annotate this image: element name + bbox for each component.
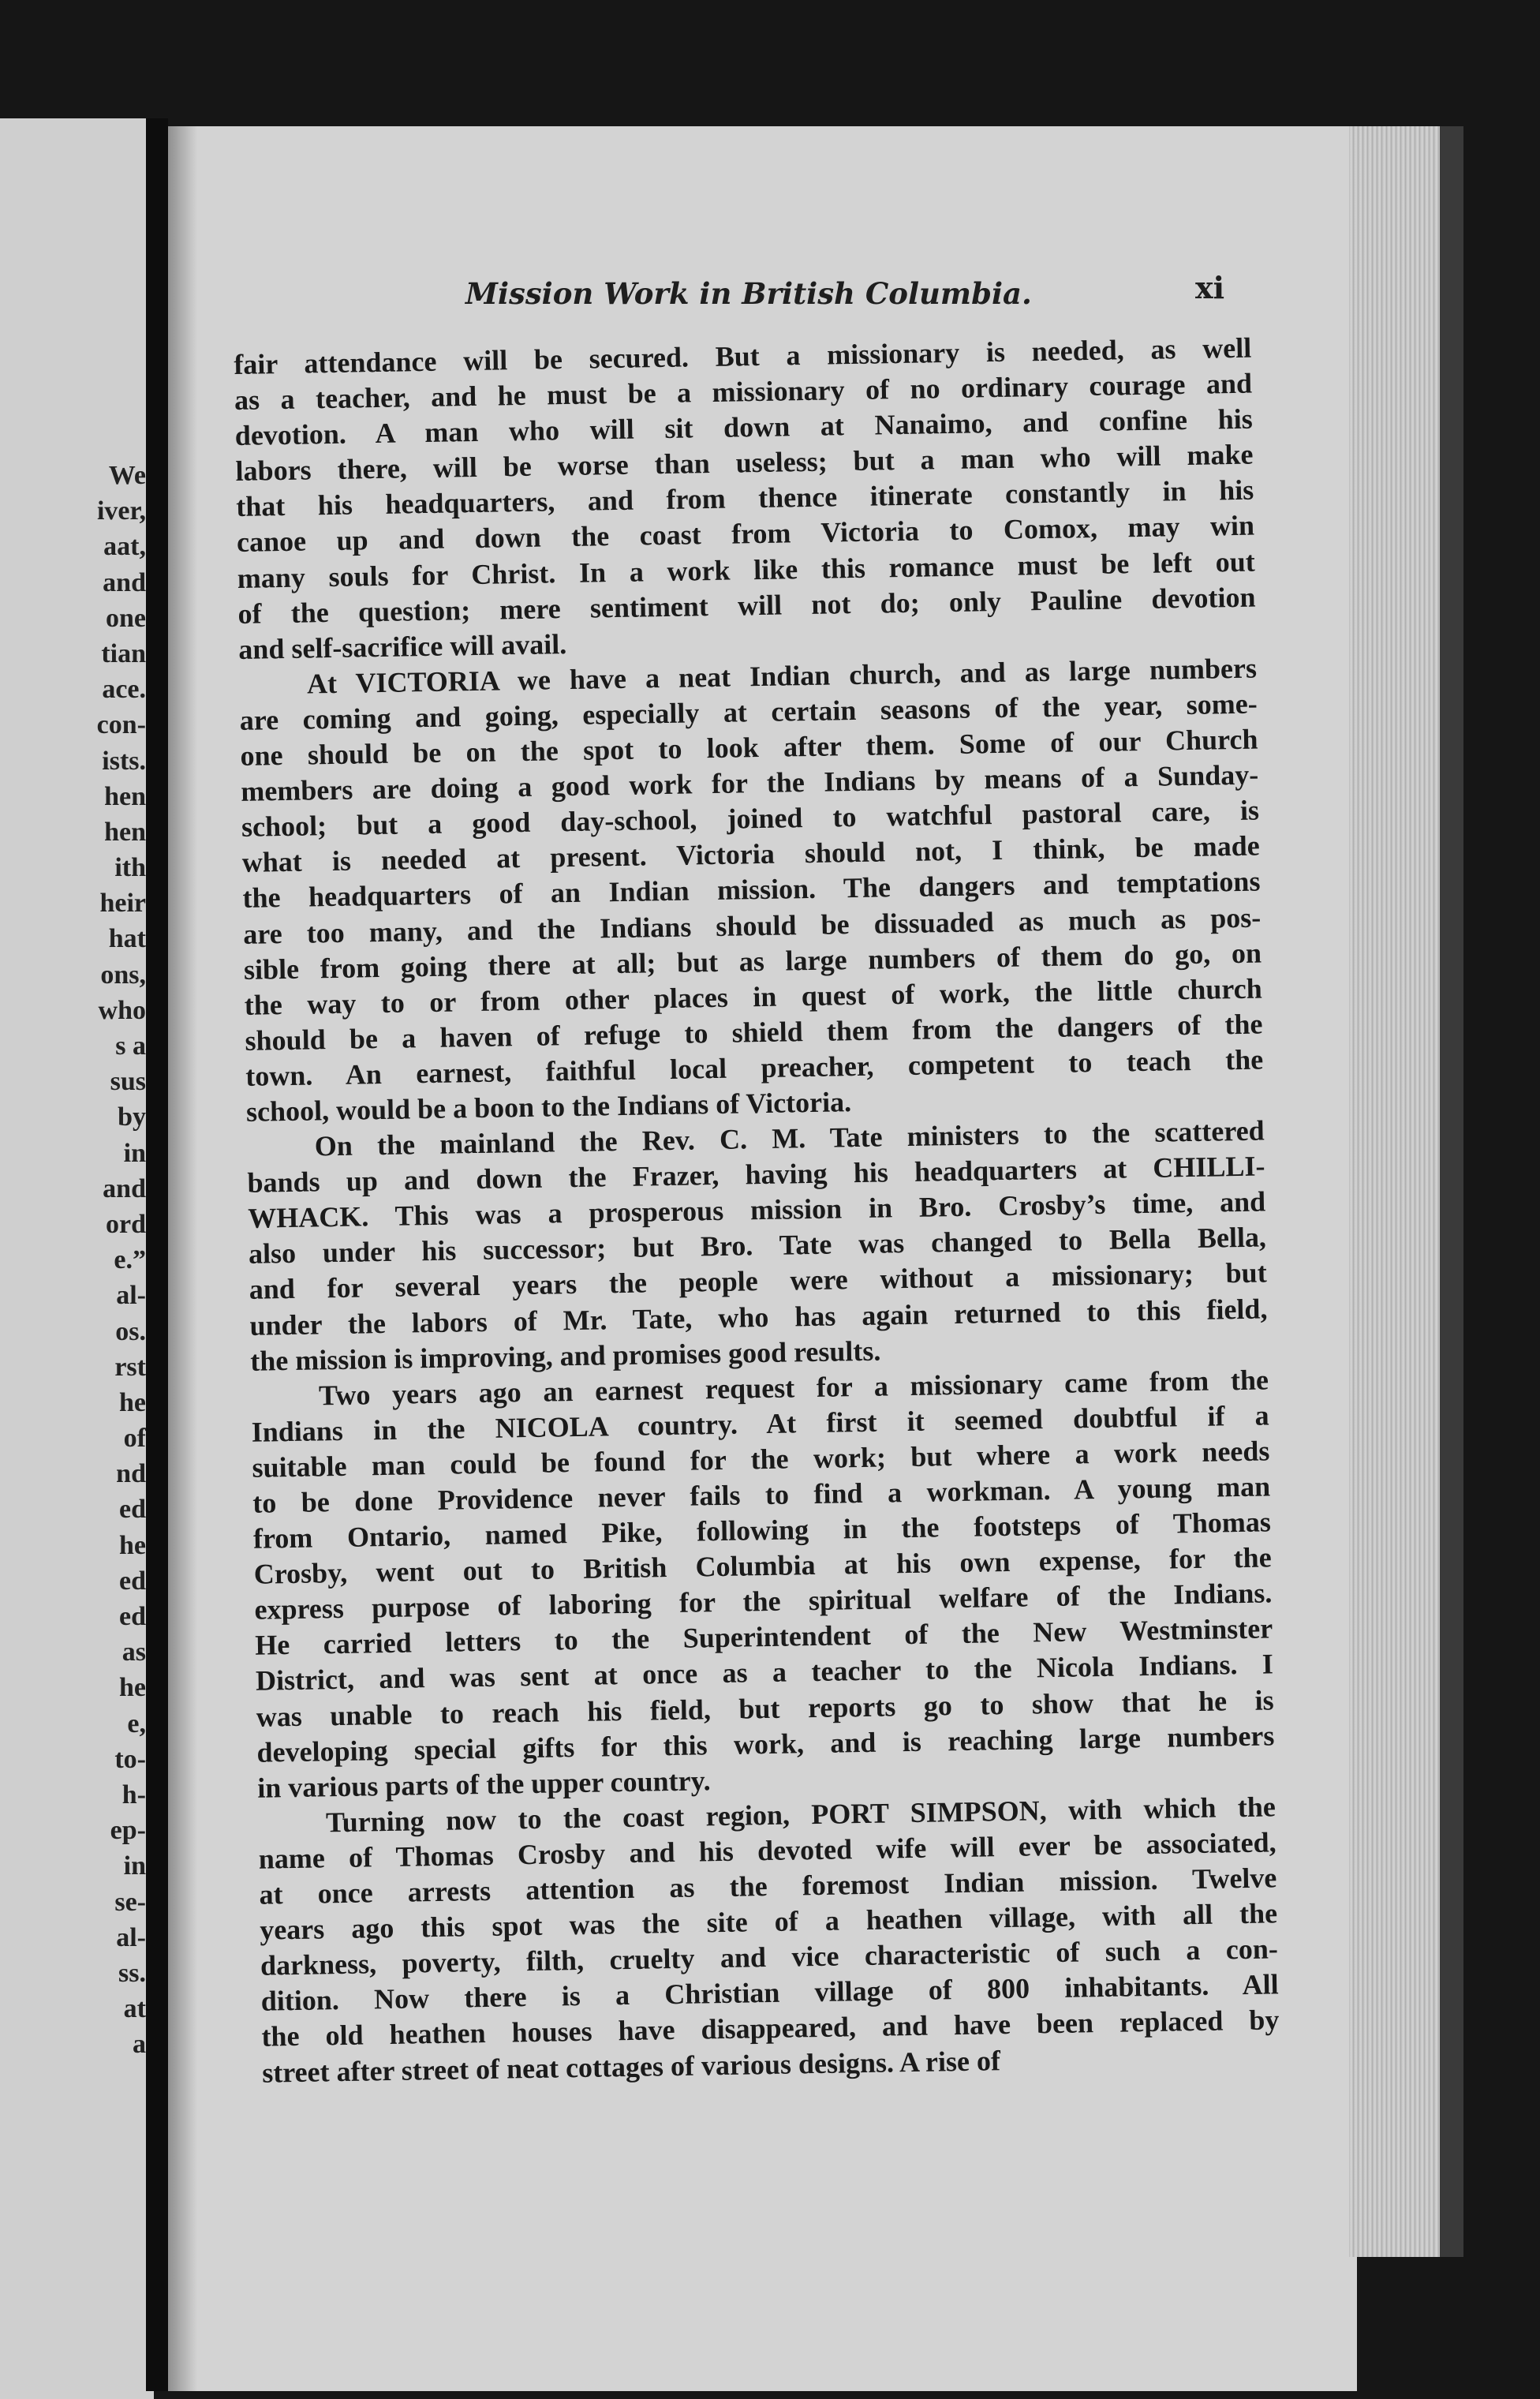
text-line: bands up and down the Frazer, having his headquarters at CHILLI- [247, 1150, 1265, 1200]
text-line: darkness, poverty, filth, cruelty and vice characteristic of such a con- [260, 1933, 1279, 1982]
left-page-fragment: and [103, 567, 146, 597]
text-line: one should be on the spot to look after them. Some of our Church [240, 723, 1258, 772]
text-line: canoe up and down the coast from Victoria to Comox, may win [236, 510, 1255, 559]
page-edges [1349, 126, 1440, 2257]
left-page-fragment: in [123, 1851, 146, 1881]
left-page-fragment: ord [106, 1209, 146, 1239]
text-line: to be done Providence never fails to find a workman. A young man [252, 1470, 1271, 1519]
left-page-fragment: one [106, 603, 146, 633]
text-line: as a teacher, and he must be a missionary of no ordinary courage and [234, 367, 1253, 417]
text-line: what is needed at present. Victoria should not, I think, be made [241, 829, 1260, 879]
left-page-fragment: a [133, 2030, 146, 2060]
text-line: express purpose of laboring for the spiritual welfare of the Indians. [254, 1577, 1273, 1626]
left-page-fragment: ep- [110, 1816, 146, 1846]
left-page-fragment: iver, [96, 496, 146, 526]
left-page-fragment: al- [116, 1922, 146, 1952]
text-line: in various parts of the upper country. [256, 1764, 711, 1804]
left-page-fragment: who [98, 995, 146, 1025]
left-page-fragment: ss. [118, 1958, 146, 1988]
left-page-fragment: hen [104, 781, 146, 811]
left-page [0, 118, 154, 2399]
text-line: Crosby, went out to British Columbia at his own expense, for the [253, 1541, 1272, 1590]
left-page-fragment: he [119, 1387, 146, 1417]
left-page-fragment: tian [101, 638, 146, 668]
text-line: labors there, will be worse than useless; but a man who will make [235, 438, 1254, 488]
text-line: He carried letters to the Superintendent of the New Westminster [254, 1612, 1273, 1662]
text-line: suitable man could be found for the work; but where a work needs [252, 1435, 1270, 1484]
text-line: At VICTORIA we have a neat Indian church, and as large numbers [306, 652, 1258, 700]
text-line: the way to or from other places in quest of work, the little church [244, 972, 1262, 1021]
text-line: under the labors of Mr. Tate, who has again returned to this field, [249, 1292, 1268, 1342]
paragraph [234, 331, 1257, 668]
text-line: are coming and going, especially at certain seasons of the year, some- [239, 687, 1258, 736]
left-page-fragment: by [118, 1102, 146, 1132]
left-page-fragment: rst [114, 1352, 146, 1382]
left-page-fragment: ons, [100, 960, 146, 990]
text-line: that his headquarters, and from thence itinerate constantly in his [236, 473, 1254, 523]
page-number: xi [1195, 270, 1225, 305]
text-line: the mission is improving, and promises good results. [249, 1334, 881, 1377]
text-line: WHACK. This was a prosperous mission in Bro. Crosby’s time, and [247, 1185, 1266, 1235]
text-line: devotion. A man who will sit down at Nanaimo, and confine his [234, 402, 1254, 452]
text-line: Turning now to the coast region, PORT SIMPSON, with which the [325, 1791, 1276, 1839]
text-line: the old heathen houses have disappeared, and have been replaced by [261, 2004, 1280, 2053]
left-page-fragment: os. [115, 1316, 146, 1346]
left-page-fragment: he [119, 1673, 146, 1703]
page-edges-shadow [1440, 126, 1463, 2257]
text-line: fair attendance will be secured. But a missionary is needed, as well [234, 331, 1252, 380]
text-line: sible from going there at all; but as large numbers of them do go, on [243, 937, 1262, 986]
left-page-fragment: con- [96, 710, 146, 740]
text-line: was unable to reach his field, but reports go to show that he is [256, 1683, 1274, 1733]
text-line: at once arrests attention as the foremost Indian mission. Twelve [259, 1862, 1277, 1911]
paragraph [258, 1789, 1280, 2090]
body-text [234, 331, 1280, 2091]
left-page-fragment: he [119, 1530, 146, 1560]
left-page-fragment: at [123, 1994, 146, 2024]
book-gutter [146, 118, 168, 2391]
text-line: name of Thomas Crosby and his devoted wife will ever be associated, [258, 1826, 1276, 1875]
left-page-fragment: al- [116, 1281, 146, 1311]
text-line: many souls for Christ. In a work like this romance must be left out [237, 545, 1256, 594]
text-line: should be a haven of refuge to shield them from the dangers of the [245, 1008, 1263, 1057]
left-page-fragment: ace. [102, 675, 146, 705]
left-page-fragment: as [121, 1637, 146, 1667]
text-line: of the question; mere sentiment will not do; only Pauline devotion [237, 581, 1256, 630]
left-page-fragment: ists. [102, 746, 146, 776]
left-page-fragment: aat, [103, 532, 146, 562]
left-page-fragment: hen [104, 817, 146, 847]
left-page-fragment: We [108, 461, 146, 490]
text-line: street after street of neat cottages of various designs. A rise of [261, 2044, 1001, 2089]
text-line: are too many, and the Indians should be dissuaded as much as pos- [242, 901, 1262, 950]
text-line: the headquarters of an Indian mission. The dangers and temptations [242, 865, 1261, 915]
left-page-fragment: nd [116, 1459, 146, 1489]
left-page-fragment: h- [121, 1780, 146, 1810]
left-page-fragment: of [123, 1424, 146, 1454]
left-page-fragment: ed [119, 1495, 146, 1525]
running-head: Mission Work in British Columbia. [465, 276, 1032, 311]
left-page-fragment: in [123, 1138, 146, 1168]
left-page-fragment: e.” [114, 1245, 146, 1275]
text-line: also under his successor; but Bro. Tate was changed to Bella Bella, [248, 1221, 1267, 1271]
text-line: District, and was sent at once as a teacher to the Nicola Indians. I [255, 1648, 1274, 1697]
left-page-fragment: sus [110, 1067, 146, 1097]
text-line: and for several years the people were without a missionary; but [249, 1256, 1267, 1306]
text-line: Two years ago an earnest request for a missionary came from the [318, 1364, 1269, 1412]
paragraph [239, 650, 1265, 1130]
text-line: from Ontario, named Pike, following in the footsteps of Thomas [252, 1506, 1272, 1555]
text-line: and self-sacrifice will avail. [238, 627, 567, 665]
left-page-fragment: to- [114, 1744, 146, 1774]
left-page-fragment: ed [119, 1602, 146, 1631]
text-line: dition. Now there is a Christian village of 800 inhabitants. All [260, 1968, 1279, 2018]
paragraph [251, 1362, 1276, 1806]
paragraph [246, 1113, 1268, 1379]
text-line: members are doing a good work for the Indians by means of a Sunday- [241, 758, 1259, 808]
left-page-fragment: heir [99, 889, 146, 919]
left-page-fragment: s a [115, 1031, 146, 1061]
text-line: school; but a good day-school, joined to watchful pastoral care, is [241, 794, 1260, 844]
text-line: Indians in the NICOLA country. At first it seemed doubtful if a [251, 1399, 1269, 1448]
text-line: school, would be a boon to the Indians of Victoria. [245, 1086, 852, 1128]
left-page-fragment: se- [114, 1887, 146, 1917]
text-line: town. An earnest, faithful local preacher, competent to teach the [245, 1043, 1264, 1092]
left-page-fragments [0, 458, 146, 2062]
page-shadow [166, 126, 197, 2391]
text-line: years ago this spot was the site of a heathen village, with all the [259, 1897, 1278, 1946]
left-page-fragment: hat [108, 924, 146, 954]
left-page-fragment: ed [119, 1566, 146, 1596]
text-line: On the mainland the Rev. C. M. Tate ministers to the scattered [314, 1114, 1265, 1162]
left-page-fragment: e, [127, 1708, 146, 1738]
left-page-fragment: and [103, 1173, 146, 1203]
text-line: developing special gifts for this work, and is reaching large numbers [256, 1720, 1275, 1768]
left-page-fragment: ith [114, 853, 146, 883]
